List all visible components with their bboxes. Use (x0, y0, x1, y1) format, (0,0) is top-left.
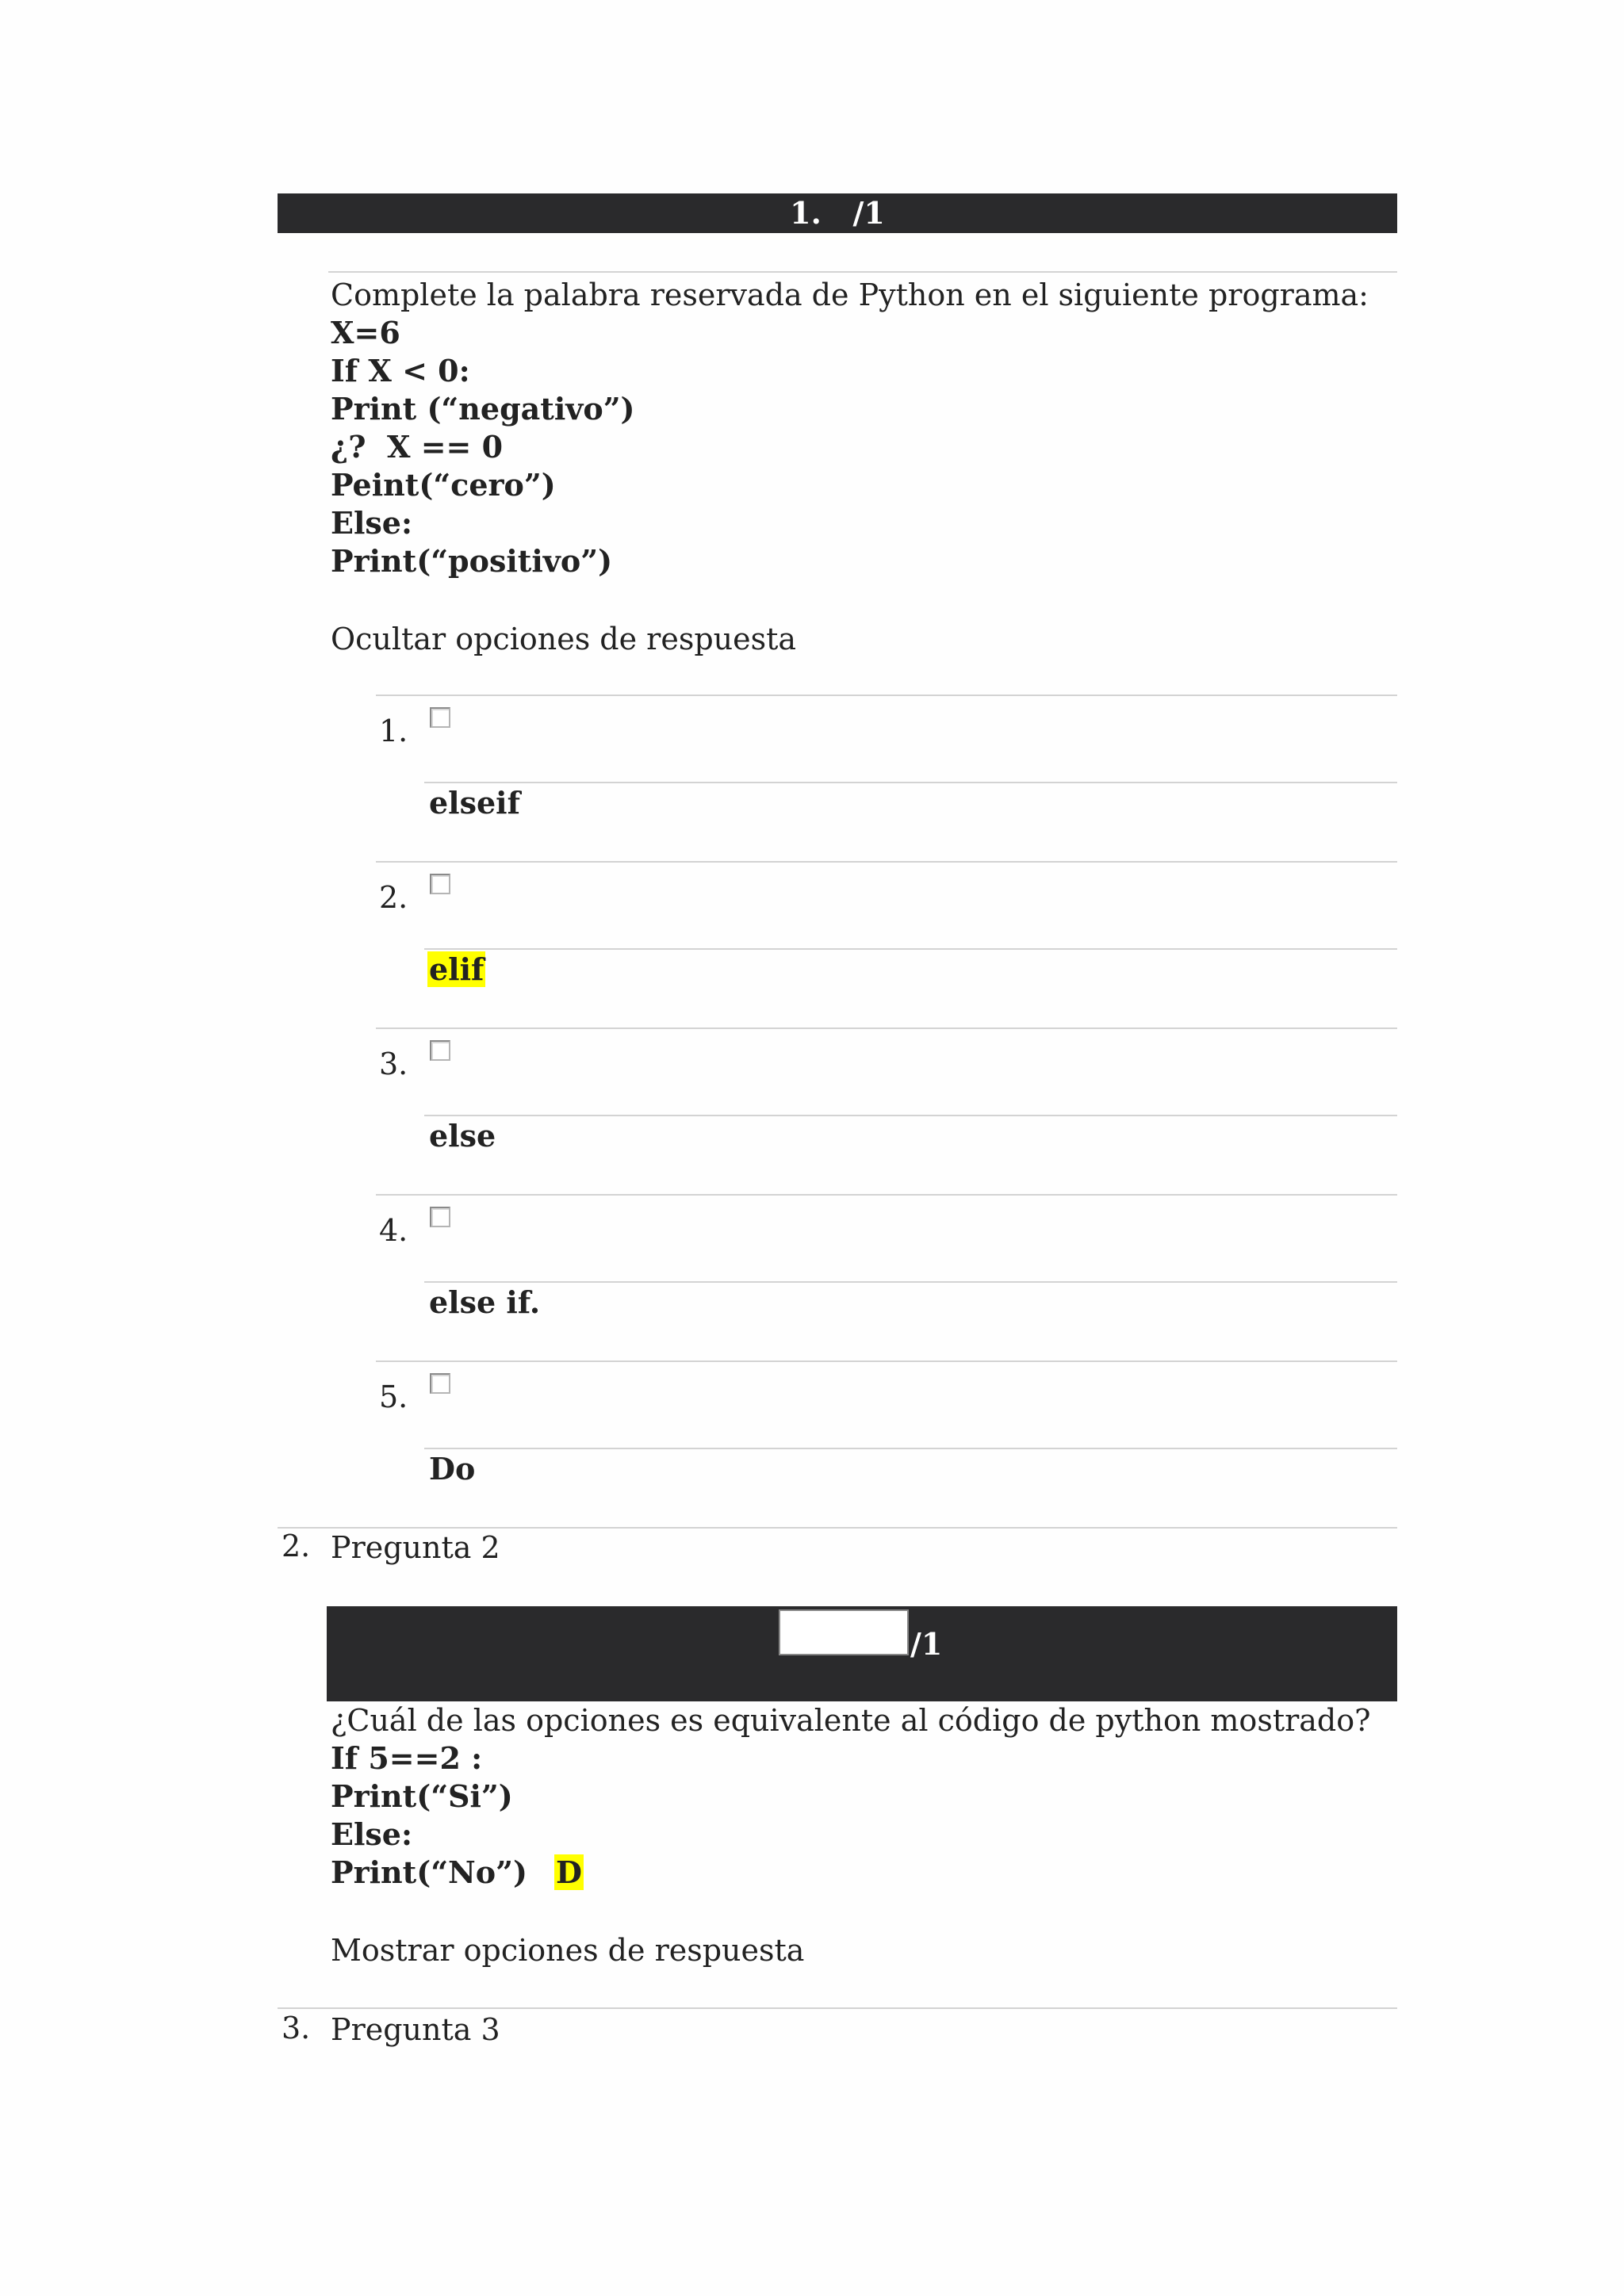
divider (278, 2007, 1397, 2009)
question-1-prompt: Complete la palabra reservada de Python en el siguiente programa: (331, 277, 1369, 312)
divider (424, 948, 1397, 950)
code-line: Print (“negativo”) (331, 391, 635, 427)
divider (376, 1194, 1397, 1196)
option-5-checkbox[interactable] (430, 1373, 450, 1394)
divider (376, 861, 1397, 863)
question-2-number: 2. (282, 1529, 311, 1563)
option-3-checkbox[interactable] (430, 1040, 450, 1061)
option-5-text: Do (429, 1451, 476, 1487)
option-1-text: elseif (429, 785, 520, 821)
hide-answer-options-link[interactable]: Ocultar opciones de respuesta (331, 622, 797, 656)
question-2-header (327, 1606, 1397, 1701)
code-line: If X < 0: (331, 353, 470, 388)
question-1-score: 1. /1 (790, 195, 885, 231)
code-line: X=6 (331, 315, 400, 350)
option-4-text: else if. (429, 1284, 541, 1320)
highlighted-answer: elif (429, 951, 485, 987)
code-line: Print(“positivo”) (331, 543, 613, 579)
divider (376, 695, 1397, 696)
code-line: Else: (331, 505, 412, 541)
divider (376, 1027, 1397, 1029)
option-1-checkbox[interactable] (430, 707, 450, 728)
divider (424, 1448, 1397, 1449)
code-line: If 5==2 : (331, 1740, 483, 1776)
code-line (331, 1854, 584, 1892)
question-3-number: 3. (282, 2011, 311, 2045)
code-line-last: Print(“No”) (331, 1854, 527, 1890)
divider (424, 1115, 1397, 1116)
option-2-checkbox[interactable] (430, 874, 450, 894)
divider (424, 1281, 1397, 1283)
question-1-header (278, 193, 1397, 233)
option-number: 1. (379, 714, 408, 748)
divider (328, 271, 1397, 273)
code-line: Print(“Si”) (331, 1778, 513, 1814)
option-4-checkbox[interactable] (430, 1207, 450, 1227)
option-2-text (427, 951, 485, 987)
option-number: 4. (379, 1213, 408, 1248)
code-line: ¿? X == 0 (331, 429, 504, 465)
divider (376, 1360, 1397, 1362)
code-line: Peint(“cero”) (331, 467, 556, 503)
score-input[interactable] (779, 1609, 909, 1655)
question-3-label: Pregunta 3 (331, 2012, 500, 2047)
option-number: 5. (379, 1380, 408, 1414)
show-answer-options-link[interactable]: Mostrar opciones de respuesta (331, 1933, 805, 1968)
question-2-label: Pregunta 2 (331, 1530, 500, 1565)
divider (424, 782, 1397, 783)
question-2-score-suffix: /1 (910, 1626, 943, 1662)
option-3-text: else (429, 1118, 496, 1154)
option-number: 3. (379, 1047, 408, 1081)
question-2-prompt: ¿Cuál de las opciones es equivalente al código de python mostrado? (331, 1703, 1371, 1738)
option-number: 2. (379, 880, 408, 915)
code-line: Else: (331, 1816, 412, 1852)
answer-mark: D (555, 1854, 582, 1890)
